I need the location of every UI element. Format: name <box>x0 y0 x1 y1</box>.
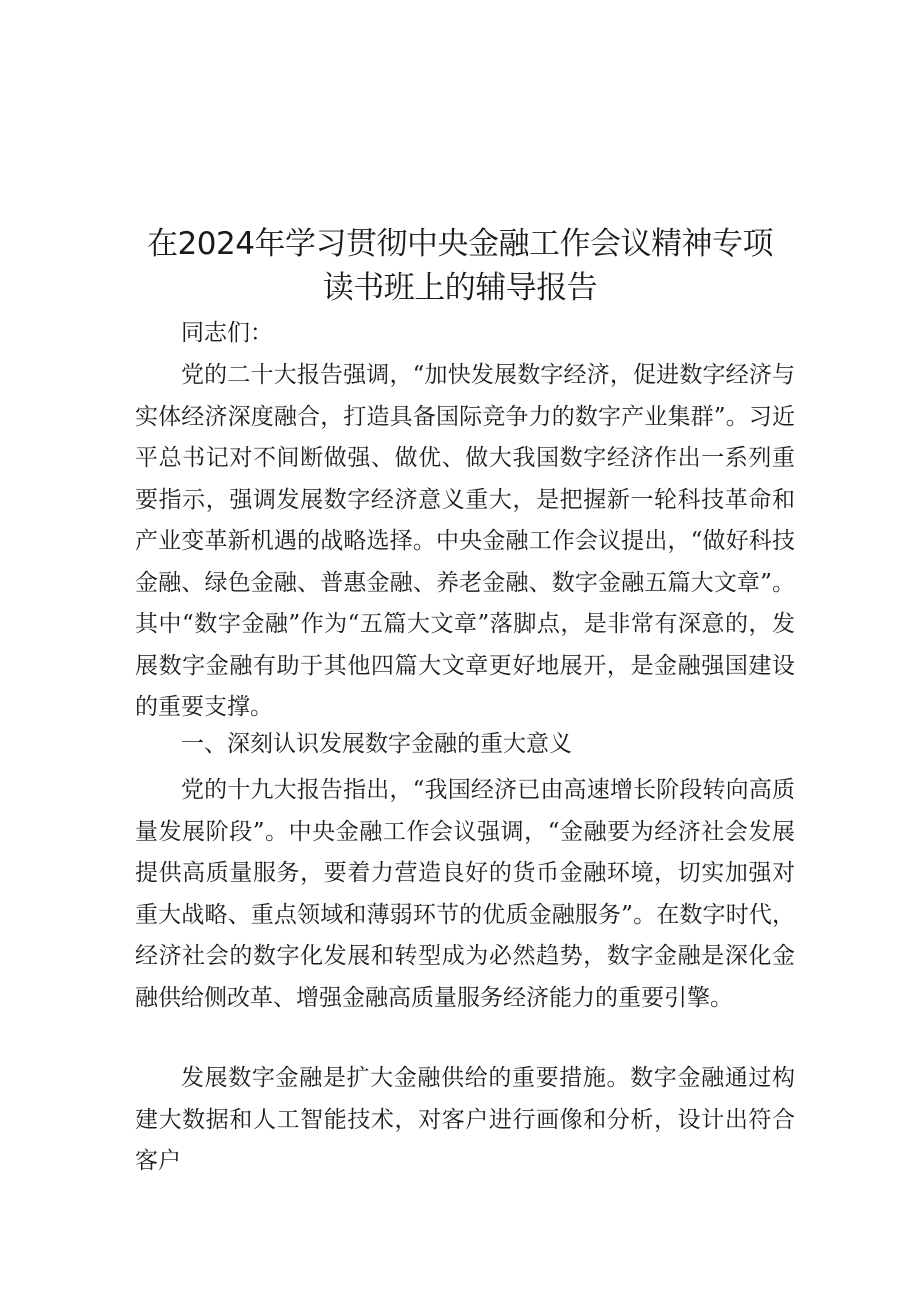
paragraph-2: 党的十九大报告指出，“我国经济已由高速增长阶段转向高质量发展阶段”。中央金融工作会议强调，“金融要为经济社会发展提供高质量服务，要着力营造良好的货币金融环境，切实加强对重大战略、重点领域和薄弱环节的优质金融服务”。在数字时代，经济社会的数字化发展和转型成为必然趋势，数字金融是深化金融供给侧改革、增强金融高质量服务经济能力的重要引擎。 <box>135 777 795 1011</box>
salutation: 同志们： <box>181 320 273 346</box>
paragraph-3: 发展数字金融是扩大金融供给的重要措施。数字金融通过构建大数据和人工智能技术，对客户进行画像和分析，设计出符合客户 <box>135 1065 795 1174</box>
paragraph-1: 党的二十大报告强调，“加快发展数字经济，促进数字经济与实体经济深度融合，打造具备国际竞争力的数字产业集群”。习近平总书记对不间断做强、做优、做大我国数字经济作出一系列重要指示，强调发展数字经济意义重大，是把握新一轮科技革命和产业变革新机遇的战略选择。中央金融工作会议提出，“做好科技金融、绿色金融、普惠金融、养老金融、数字金融五篇大文章”。其中“数字金融”作为“五篇大文章”落脚点，是非常有深意的，发展数字金融有助于其他四篇大文章更好地展开，是金融强国建设的重要支撑。 <box>135 362 795 720</box>
section-heading-1: 一、深刻认识发展数字金融的重大意义 <box>181 731 572 757</box>
document-title-line-2: 读书班上的辅导报告 <box>322 270 598 306</box>
document-title-line-1: 在2024年学习贯彻中央金融工作会议精神专项 <box>147 226 773 262</box>
